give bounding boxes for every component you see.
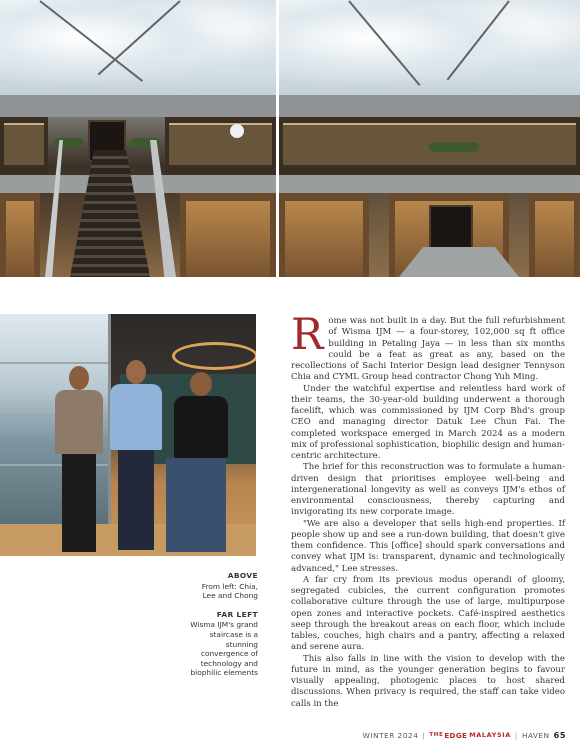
- section-label: HAVEN: [521, 730, 550, 740]
- pendant-light: [172, 342, 256, 370]
- caption-above: [190, 571, 258, 601]
- photo-captions: [190, 571, 258, 687]
- article-paragraph: Under the watchful expertise and relentless hard work of their teams, the 30-year-old building underwent a thorough facelift, which was commissioned by IJM Corp Bhd's group CEO and managing director Datuk Lee Chun Fai. The completed workspace emerged in March 2024 as a modern mix of professional sophistication, biophilic design and human-centric architecture.: [291, 383, 565, 461]
- article-paragraph: "We are also a developer that sells high-end properties. If people show up and see a run-down building, that doesn't give them confidence. This [office] should spark conversations and convey what IJM is: transparent, dynamic and technologically advanced," Lee stresses.: [291, 518, 565, 574]
- caption-far-left: [190, 610, 258, 678]
- caption-text: From left: Chia, Lee and Chong: [201, 581, 258, 601]
- article-paragraph: The brief for this reconstruction was to formulate a human-driven design that prioritises employee well-being and intergenerational longevity as well as conveys IJM's ethos of environmental consciousness, thereby capturing and invigorating its new corporate image.: [291, 462, 565, 518]
- ceiling-frame: [279, 95, 580, 117]
- floor-slab: [0, 175, 276, 193]
- wall-logo-icon: [230, 124, 244, 138]
- brand-country: MALAYSIA: [469, 731, 511, 739]
- skylight-ceiling: [279, 0, 580, 95]
- planter: [54, 138, 84, 148]
- article-paragraph: A far cry from its previous modus operandi of gloomy, segregated cubicles, the current configuration promotes collaborative culture through the use of large, multipurpose open zones and interactive pockets. Café-inspired aesthetics seep through the breakout areas on each floor, which include tables, couches, high chairs and a pantry, affecting a relaxed and serene aura.: [291, 574, 565, 653]
- photo-grand-staircase: [0, 0, 276, 277]
- caption-text: Wisma IJM's grand staircase is a stunning convergence of technology and biophilic elements: [190, 620, 258, 678]
- caption-heading: ABOVE: [227, 571, 258, 580]
- photo-portrait: [0, 314, 256, 556]
- caption-heading: FAR LEFT: [216, 609, 258, 619]
- lower-floor-right: [529, 193, 580, 277]
- balcony-right: [165, 117, 276, 175]
- ceiling-frame: [0, 95, 276, 117]
- article-body: [291, 310, 565, 710]
- brand-the: THE: [429, 732, 444, 738]
- meeting-table: [429, 142, 479, 152]
- article-paragraph: Rome was not built in a day. But the full refurbishment of Wisma IJM — a four-storey, 102,000 sq ft office building in Petaling Jaya — in less than six months could be a feat as great as any, based on the recollections of Sachi Interior Design lead designer Tennyson Chia and CYML Group head contractor Chong Yuh Ming.: [291, 310, 565, 383]
- issue-label: WINTER 2024: [362, 730, 419, 740]
- lower-floor-left: [279, 193, 369, 277]
- lower-floor-right: [180, 193, 276, 277]
- person-lee: [108, 360, 164, 556]
- person-chong: [162, 372, 232, 556]
- balcony-left: [0, 117, 48, 175]
- skylight-ceiling: [0, 0, 276, 95]
- brand-edge: EDGE: [444, 730, 468, 740]
- photo-atrium: [279, 0, 580, 277]
- person-chia: [52, 366, 108, 556]
- lower-floor-left: [0, 193, 40, 277]
- page-footer: WINTER 2024 | THE EDGE MALAYSIA | HAVEN 65: [362, 730, 566, 740]
- floor-slab: [279, 175, 580, 193]
- page-number: 65: [553, 730, 566, 740]
- staircase: [70, 150, 150, 277]
- lower-doorway: [429, 205, 473, 253]
- drop-cap: R: [291, 310, 324, 360]
- article-paragraph: This also falls in line with the vision to develop with the future in mind, as the younger generation begins to favour visually appealing, photogenic places to host shared discussions. When privacy is required, the staff can take video calls in the: [291, 653, 565, 709]
